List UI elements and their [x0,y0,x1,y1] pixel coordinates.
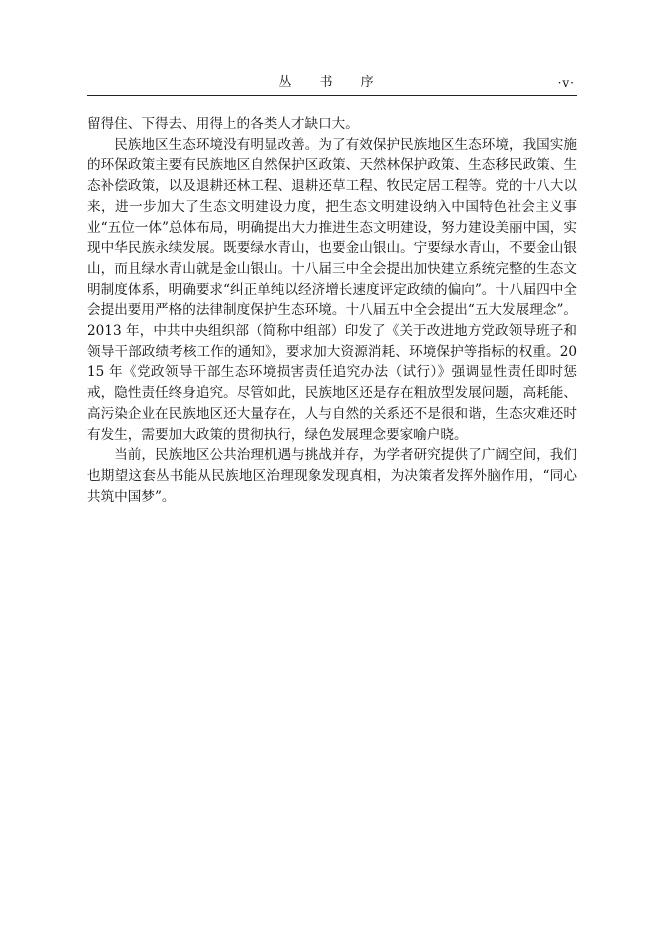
running-title: 丛 书 序 [278,75,386,90]
page-number: ·v· [557,76,575,90]
paragraph-ecology: 民族地区生态环境没有明显改善。为了有效保护民族地区生态环境，我国实施的环保政策主要有民族地区自然保护区政策、天然林保护政策、生态移民政策、生态补偿政策，以及退耕还林工程、退耕还草工程、牧民定居工程等。党的十八大以来，进一步加大了生态文明建设力度，把生态文明建设纳入中国特色社会主义事业“五位一体”总体布局，明确提出大力推进生态文明建设，努力建设美丽中国，实现中华民族永续发展。既要绿水青山，也要金山银山。宁要绿水青山，不要金山银山，而且绿水青山就是金山银山。十八届三中全会提出加快建立系统完整的生态文明制度体系，明确要求“纠正单纯以经济增长速度评定政绩的偏向”。十八届四中全会提出要用严格的法律制度保护生态环境。十八届五中全会提出“五大发展理念”。2013 年，中共中央组织部（简称中组部）印发了《关于改进地方党政领导班子和领导干部政绩考核工作的通知》，要求加大资源消耗、环境保护等指标的权重。2015 年《党政领导干部生态环境损害责任追究办法（试行）》强调显性责任即时惩戒，隐性责任终身追究。尽管如此，民族地区还是存在粗放型发展问题，高耗能、高污染企业在民族地区还大量存在，人与自然的关系还不是很和谐，生态灾难还时有发生，需要加大政策的贯彻执行，绿色发展理念要家喻户晓。 [87,136,577,443]
page-header [87,74,577,92]
paragraph-conclusion: 当前，民族地区公共治理机遇与挑战并存，为学者研究提供了广阔空间，我们也期望这套丛书能从民族地区治理现象发现真相，为决策者发挥外脑作用，“同心共筑中国梦”。 [87,447,577,505]
paragraph-continuation: 留得住、下得去、用得上的各类人才缺口大。 [87,116,359,132]
body-text [87,114,577,507]
header-rule [87,95,577,96]
